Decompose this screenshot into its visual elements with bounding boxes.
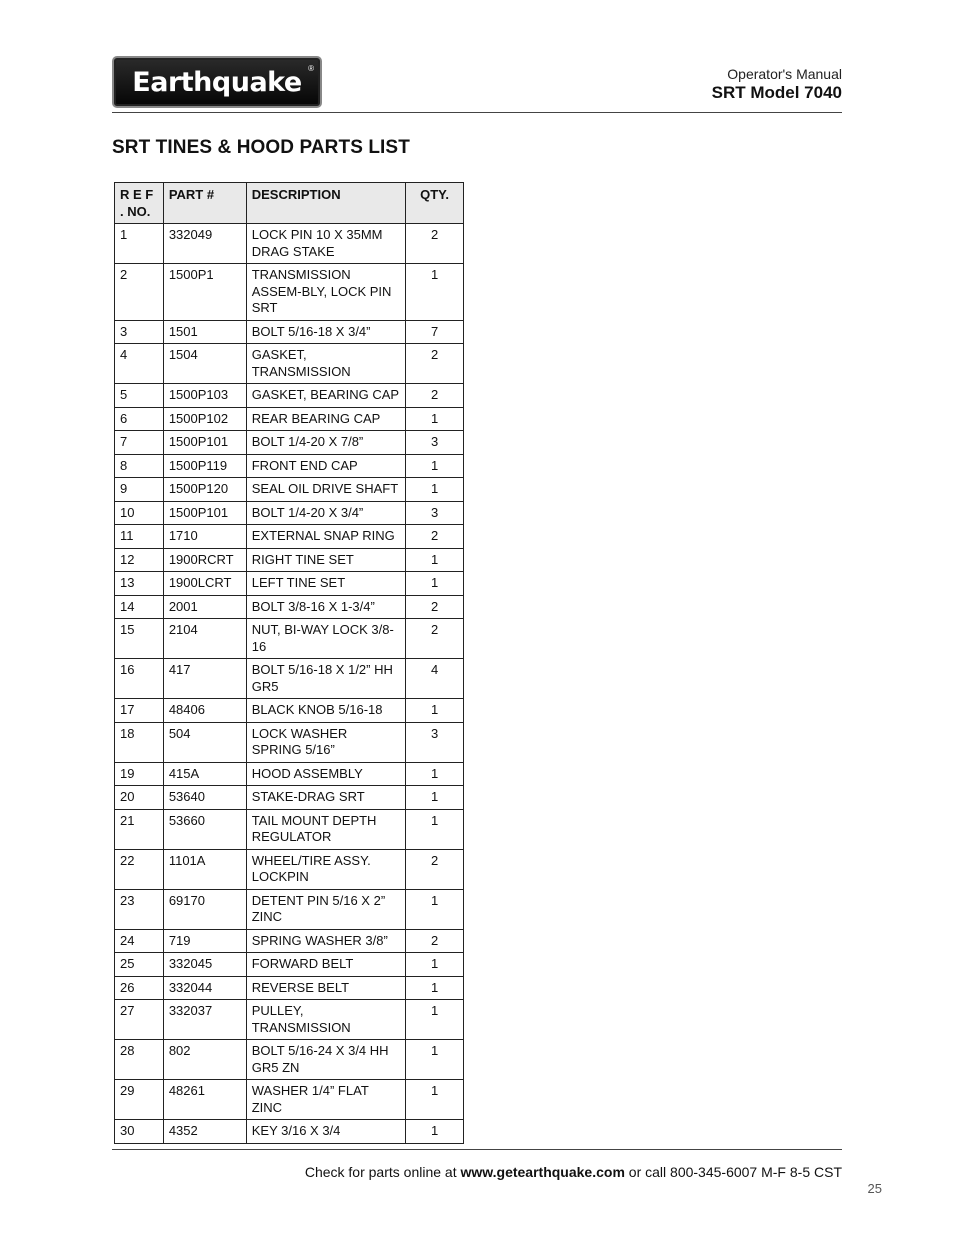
cell-ref-no: 5 [115, 384, 164, 408]
cell-part-number: 1900RCRT [163, 548, 246, 572]
table-row [115, 501, 464, 525]
cell-part-number: 417 [163, 659, 246, 699]
cell-qty: 1 [406, 889, 464, 929]
cell-description: BOLT 5/16-18 X 3/4” [246, 320, 405, 344]
cell-qty: 1 [406, 548, 464, 572]
cell-part-number: 1101A [163, 849, 246, 889]
cell-part-number: 504 [163, 722, 246, 762]
cell-description: BOLT 5/16-18 X 1/2” HH GR5 [246, 659, 405, 699]
table-row [115, 699, 464, 723]
header-description: DESCRIPTION [246, 183, 405, 224]
table-row [115, 344, 464, 384]
cell-description: BOLT 3/8-16 X 1-3/4” [246, 595, 405, 619]
cell-qty: 1 [406, 264, 464, 321]
table-header-row [115, 183, 464, 224]
cell-ref-no: 11 [115, 525, 164, 549]
table-row [115, 407, 464, 431]
table-row [115, 659, 464, 699]
footer-suffix: or call 800-345-6007 M-F 8-5 CST [624, 1164, 842, 1180]
cell-ref-no: 10 [115, 501, 164, 525]
header-ref-no: R E F . NO. [115, 183, 164, 224]
cell-ref-no: 1 [115, 224, 164, 264]
cell-qty: 4 [406, 659, 464, 699]
cell-part-number: 53640 [163, 786, 246, 810]
cell-ref-no: 8 [115, 454, 164, 478]
manual-label: Operator's Manual [727, 66, 842, 82]
cell-ref-no: 20 [115, 786, 164, 810]
cell-ref-no: 30 [115, 1120, 164, 1144]
cell-description: BLACK KNOB 5/16-18 [246, 699, 405, 723]
cell-ref-no: 28 [115, 1040, 164, 1080]
cell-qty: 2 [406, 595, 464, 619]
cell-part-number: 1500P101 [163, 431, 246, 455]
cell-qty: 2 [406, 344, 464, 384]
table-row [115, 478, 464, 502]
cell-part-number: 1710 [163, 525, 246, 549]
cell-qty: 1 [406, 809, 464, 849]
cell-part-number: 1501 [163, 320, 246, 344]
cell-ref-no: 2 [115, 264, 164, 321]
cell-description: TRANSMISSION ASSEM-BLY, LOCK PIN SRT [246, 264, 405, 321]
cell-description: BOLT 1/4-20 X 7/8” [246, 431, 405, 455]
cell-part-number: 1500P120 [163, 478, 246, 502]
cell-ref-no: 16 [115, 659, 164, 699]
cell-qty: 1 [406, 762, 464, 786]
cell-description: REAR BEARING CAP [246, 407, 405, 431]
cell-ref-no: 24 [115, 929, 164, 953]
cell-ref-no: 25 [115, 953, 164, 977]
cell-ref-no: 6 [115, 407, 164, 431]
cell-description: LOCK PIN 10 X 35MM DRAG STAKE [246, 224, 405, 264]
cell-qty: 1 [406, 478, 464, 502]
cell-ref-no: 23 [115, 889, 164, 929]
cell-description: DETENT PIN 5/16 X 2” ZINC [246, 889, 405, 929]
parts-table [114, 182, 464, 1144]
table-row [115, 264, 464, 321]
cell-ref-no: 17 [115, 699, 164, 723]
cell-qty: 3 [406, 722, 464, 762]
table-row [115, 1000, 464, 1040]
cell-qty: 2 [406, 224, 464, 264]
cell-qty: 1 [406, 1080, 464, 1120]
cell-part-number: 332045 [163, 953, 246, 977]
cell-ref-no: 4 [115, 344, 164, 384]
table-row [115, 431, 464, 455]
cell-part-number: 48261 [163, 1080, 246, 1120]
cell-description: FRONT END CAP [246, 454, 405, 478]
table-row [115, 619, 464, 659]
table-row [115, 809, 464, 849]
cell-ref-no: 22 [115, 849, 164, 889]
cell-part-number: 1500P119 [163, 454, 246, 478]
table-row [115, 548, 464, 572]
cell-part-number: 1500P102 [163, 407, 246, 431]
cell-part-number: 802 [163, 1040, 246, 1080]
cell-part-number: 53660 [163, 809, 246, 849]
cell-description: WHEEL/TIRE ASSY. LOCKPIN [246, 849, 405, 889]
cell-qty: 1 [406, 699, 464, 723]
table-row [115, 976, 464, 1000]
cell-ref-no: 18 [115, 722, 164, 762]
table-row [115, 929, 464, 953]
cell-part-number: 1500P1 [163, 264, 246, 321]
cell-qty: 2 [406, 384, 464, 408]
cell-description: SPRING WASHER 3/8” [246, 929, 405, 953]
cell-qty: 2 [406, 619, 464, 659]
cell-part-number: 48406 [163, 699, 246, 723]
table-row [115, 849, 464, 889]
cell-part-number: 1900LCRT [163, 572, 246, 596]
footer-website-link[interactable]: www.getearthquake.com [460, 1164, 625, 1180]
footer-divider [112, 1149, 842, 1150]
cell-ref-no: 19 [115, 762, 164, 786]
header-qty: QTY. [406, 183, 464, 224]
cell-part-number: 4352 [163, 1120, 246, 1144]
table-row [115, 889, 464, 929]
cell-qty: 1 [406, 976, 464, 1000]
table-row [115, 454, 464, 478]
earthquake-logo [112, 56, 322, 108]
cell-ref-no: 9 [115, 478, 164, 502]
cell-ref-no: 12 [115, 548, 164, 572]
cell-description: TAIL MOUNT DEPTH REGULATOR [246, 809, 405, 849]
cell-ref-no: 27 [115, 1000, 164, 1040]
cell-description: WASHER 1/4” FLAT ZINC [246, 1080, 405, 1120]
cell-part-number: 332044 [163, 976, 246, 1000]
cell-description: FORWARD BELT [246, 953, 405, 977]
table-row [115, 786, 464, 810]
cell-description: LOCK WASHER SPRING 5/16” [246, 722, 405, 762]
cell-qty: 3 [406, 431, 464, 455]
cell-description: GASKET, BEARING CAP [246, 384, 405, 408]
cell-qty: 2 [406, 929, 464, 953]
cell-description: NUT, BI-WAY LOCK 3/8-16 [246, 619, 405, 659]
table-row [115, 1120, 464, 1144]
page-number: 25 [867, 1181, 882, 1196]
table-row [115, 1040, 464, 1080]
cell-description: LEFT TINE SET [246, 572, 405, 596]
table-row [115, 762, 464, 786]
cell-description: BOLT 5/16-24 X 3/4 HH GR5 ZN [246, 1040, 405, 1080]
registered-mark: ® [308, 64, 314, 73]
cell-ref-no: 21 [115, 809, 164, 849]
logo-text: Earthquake [132, 66, 302, 98]
cell-ref-no: 15 [115, 619, 164, 659]
table-row [115, 1080, 464, 1120]
cell-qty: 1 [406, 953, 464, 977]
header-part-number: PART # [163, 183, 246, 224]
table-row [115, 384, 464, 408]
cell-qty: 1 [406, 1120, 464, 1144]
cell-part-number: 2104 [163, 619, 246, 659]
page-title: SRT TINES & HOOD PARTS LIST [112, 137, 410, 158]
cell-qty: 1 [406, 786, 464, 810]
cell-part-number: 69170 [163, 889, 246, 929]
cell-part-number: 1504 [163, 344, 246, 384]
table-row [115, 224, 464, 264]
cell-description: STAKE-DRAG SRT [246, 786, 405, 810]
parts-table-body [115, 224, 464, 1144]
cell-description: PULLEY, TRANSMISSION [246, 1000, 405, 1040]
cell-description: HOOD ASSEMBLY [246, 762, 405, 786]
footer-prefix: Check for parts online at [304, 1164, 461, 1180]
model-name: SRT Model 7040 [711, 83, 842, 102]
cell-qty: 1 [406, 407, 464, 431]
cell-ref-no: 14 [115, 595, 164, 619]
table-row [115, 953, 464, 977]
cell-qty: 2 [406, 525, 464, 549]
cell-ref-no: 7 [115, 431, 164, 455]
header-divider [112, 112, 842, 113]
cell-part-number: 1500P103 [163, 384, 246, 408]
cell-description: GASKET, TRANSMISSION [246, 344, 405, 384]
header-right [712, 66, 842, 104]
cell-description: REVERSE BELT [246, 976, 405, 1000]
cell-qty: 1 [406, 1000, 464, 1040]
cell-part-number: 719 [163, 929, 246, 953]
table-row [115, 722, 464, 762]
cell-qty: 2 [406, 849, 464, 889]
cell-ref-no: 3 [115, 320, 164, 344]
cell-part-number: 1500P101 [163, 501, 246, 525]
cell-description: EXTERNAL SNAP RING [246, 525, 405, 549]
table-row [115, 320, 464, 344]
cell-description: SEAL OIL DRIVE SHAFT [246, 478, 405, 502]
cell-description: KEY 3/16 X 3/4 [246, 1120, 405, 1144]
cell-ref-no: 26 [115, 976, 164, 1000]
cell-part-number: 415A [163, 762, 246, 786]
cell-ref-no: 29 [115, 1080, 164, 1120]
footer-text [305, 1164, 842, 1180]
cell-qty: 1 [406, 454, 464, 478]
cell-description: BOLT 1/4-20 X 3/4” [246, 501, 405, 525]
cell-ref-no: 13 [115, 572, 164, 596]
cell-description: RIGHT TINE SET [246, 548, 405, 572]
cell-qty: 1 [406, 1040, 464, 1080]
cell-qty: 3 [406, 501, 464, 525]
table-row [115, 525, 464, 549]
table-row [115, 572, 464, 596]
cell-part-number: 2001 [163, 595, 246, 619]
cell-part-number: 332049 [163, 224, 246, 264]
cell-qty: 1 [406, 572, 464, 596]
cell-part-number: 332037 [163, 1000, 246, 1040]
table-row [115, 595, 464, 619]
cell-qty: 7 [406, 320, 464, 344]
